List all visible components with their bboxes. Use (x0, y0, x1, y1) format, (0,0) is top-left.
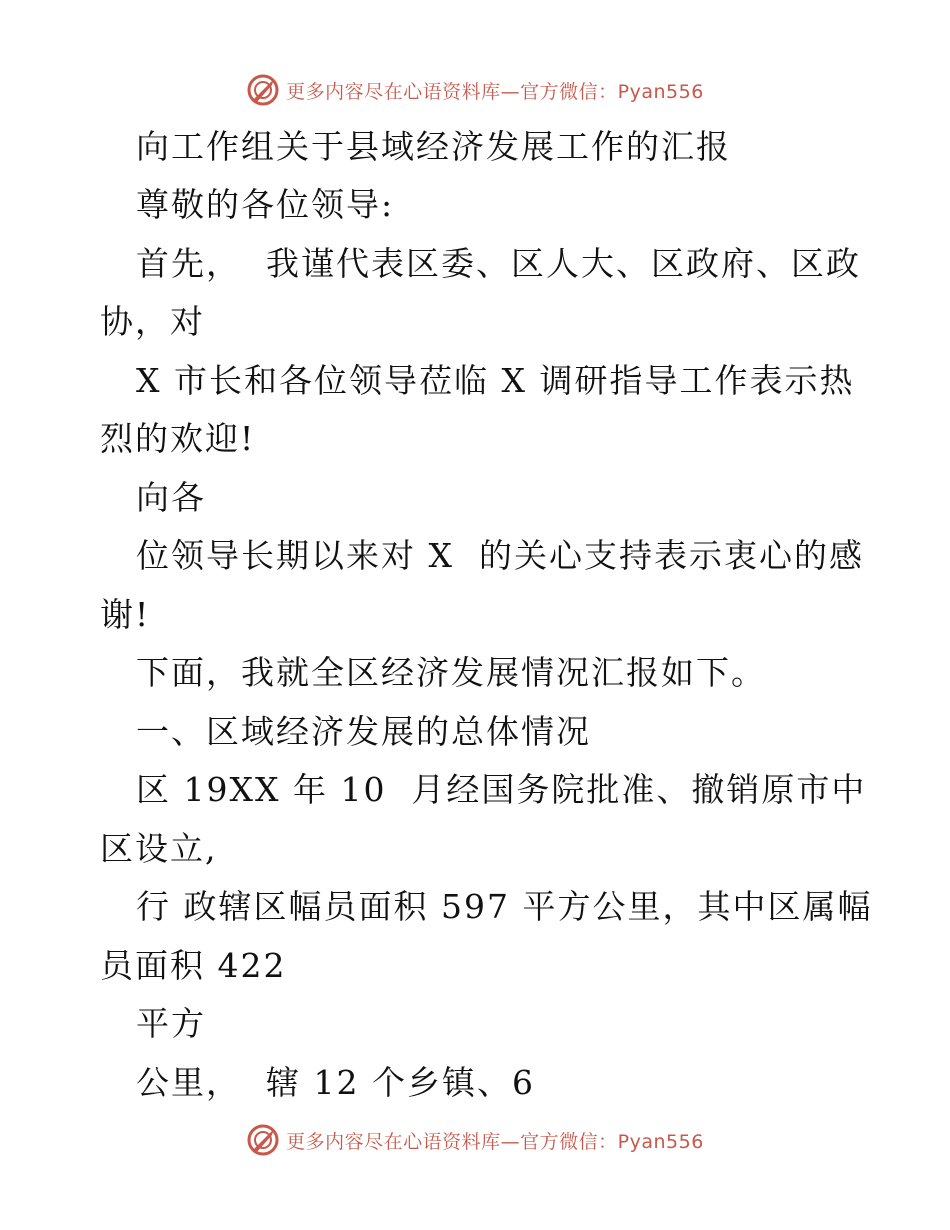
doc-line: 协，对 (100, 302, 205, 341)
section-heading: 一、区域经济发展的总体情况 (136, 712, 591, 751)
doc-line: 向各 (136, 478, 206, 517)
watermark-text: 更多内容尽在心语资料库—官方微信：Pyan556 (286, 80, 704, 103)
doc-line: 烈的欢迎! (100, 419, 256, 458)
doc-line: 平方 (136, 1004, 206, 1043)
doc-line: 员面积 422 (100, 946, 287, 985)
watermark-text: 更多内容尽在心语资料库—官方微信：Pyan556 (286, 1130, 704, 1153)
doc-line: 首先， 我谨代表区委、区人大、区政府、区政 (136, 244, 861, 283)
doc-line: 公里， 辖 12 个乡镇、6 (136, 1063, 535, 1102)
doc-line: X 市长和各位领导莅临 X 调研指导工作表示热 (136, 361, 855, 400)
doc-line: 谢! (100, 595, 151, 634)
doc-line: 区 19XX 年 10 月经国务院批准、撤销原市中 (136, 770, 867, 809)
doc-line: 位领导长期以来对 X 的关心支持表示衷心的感 (136, 536, 864, 575)
doc-title: 向工作组关于县域经济发展工作的汇报 (136, 127, 731, 166)
doc-line: 区设立, (100, 829, 218, 868)
doc-line: 下面，我就全区经济发展情况汇报如下。 (136, 653, 766, 692)
doc-line: 行 政辖区幅员面积 597 平方公里，其中区属幅 (136, 887, 873, 926)
footer-watermark (0, 1120, 950, 1160)
doc-line: 尊敬的各位领导: (136, 185, 395, 224)
pen-logo-icon (246, 1123, 280, 1157)
